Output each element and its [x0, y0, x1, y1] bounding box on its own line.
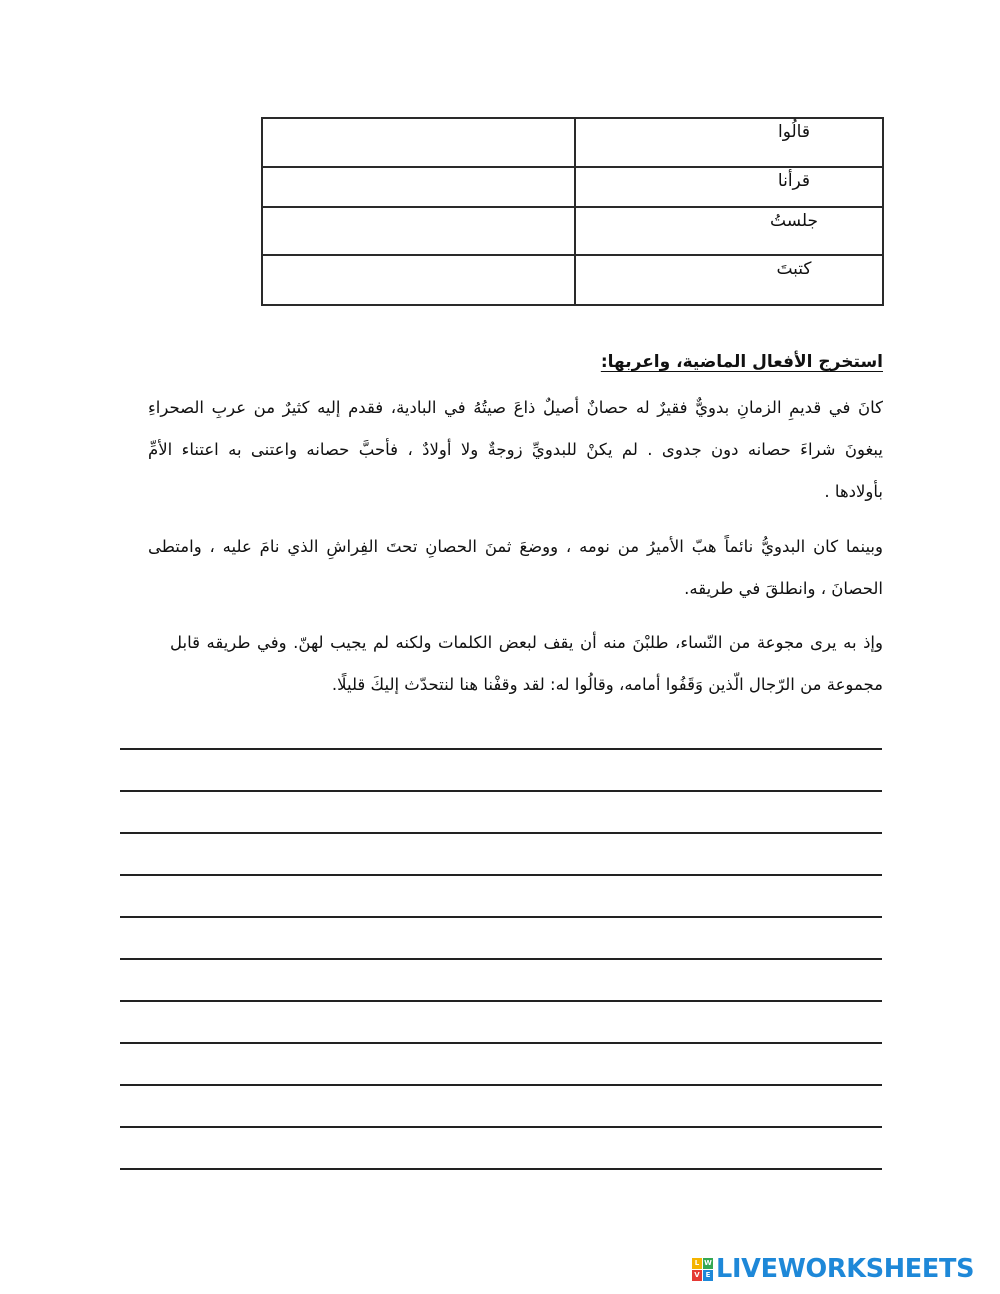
- answer-line[interactable]: [120, 1084, 882, 1086]
- answer-line[interactable]: [120, 1000, 882, 1002]
- answer-cell[interactable]: [262, 118, 575, 167]
- logo-tile: W: [704, 1258, 712, 1267]
- answer-line[interactable]: [120, 958, 882, 960]
- table-row: [262, 207, 883, 255]
- logo-tile: L: [692, 1258, 702, 1269]
- paragraph-line: وإذ به يرى مجوعة من النّساء، طلبْنَ منه أن يقف لبعض الكلمات ولكنه لم يجيب لهنّ. وفي طريقه قابل: [170, 633, 883, 652]
- story-paragraph-3: [170, 622, 883, 706]
- verb-cell: [575, 207, 883, 255]
- answer-cell[interactable]: [262, 255, 575, 305]
- liveworksheets-logo-icon: [692, 1258, 713, 1281]
- brand-name: LIVEWORKSHEETS: [716, 1254, 975, 1284]
- instruction-heading: استخرج الأفعال الماضية، واعربها:: [600, 352, 883, 372]
- answer-line[interactable]: [120, 1126, 882, 1128]
- verb-text: قرأنا: [777, 171, 811, 191]
- story-paragraph-1: [148, 387, 883, 513]
- answer-line[interactable]: [120, 790, 882, 792]
- logo-tile: V: [692, 1270, 702, 1281]
- answer-cell[interactable]: [262, 167, 575, 207]
- table-row: [262, 255, 883, 305]
- verb-text: جلستُ: [770, 211, 818, 231]
- story-paragraph-2: [148, 526, 883, 610]
- answer-line[interactable]: [120, 748, 882, 750]
- paragraph-line: بأولادها .: [824, 482, 883, 501]
- answer-line[interactable]: [120, 832, 882, 834]
- answer-line[interactable]: [120, 1042, 882, 1044]
- verb-cell: [575, 167, 883, 207]
- verb-text: كتبتَ: [776, 259, 812, 279]
- table-row: [262, 118, 883, 167]
- answer-cell[interactable]: [262, 207, 575, 255]
- answer-line[interactable]: [120, 916, 882, 918]
- table-row: [262, 167, 883, 207]
- verb-text: قالُوا: [778, 122, 810, 142]
- logo-tile: E: [703, 1270, 713, 1281]
- answer-line[interactable]: [120, 1168, 882, 1170]
- paragraph-line: الحصانَ ، وانطلقَ في طريقه.: [684, 579, 883, 598]
- paragraph-line: مجموعة من الرّجال الّذين وَقَفُوا أمامه، وقالُوا له: لقد وقفْنا هنا لنتحدّث إليكَ قليلًا.: [331, 675, 883, 694]
- verbs-table: [261, 117, 884, 306]
- liveworksheets-brand: [692, 1256, 974, 1282]
- verb-cell: [575, 118, 883, 167]
- paragraph-line: كانَ في قديمِ الزمانِ بدويٌّ فقيرٌ له حصانٌ أصيلٌ ذاعَ صيتُهُ في البادية، فقدم إليه كثيرٌ من عربِ الصحراءِ: [148, 398, 883, 417]
- answer-line[interactable]: [120, 874, 882, 876]
- paragraph-line: يبغونَ شراءَ حصانه دون جدوى . لم يكنْ للبدويِّ زوجةٌ ولا أولادٌ ، فأحبَّ حصانه واعتنى به اعتناء الأمِّ: [148, 440, 883, 459]
- verb-cell: [575, 255, 883, 305]
- answer-lines[interactable]: [120, 748, 882, 1210]
- paragraph-line: وبينما كان البدويُّ نائماً هبّ الأميرُ من نومه ، ووضعَ ثمنَ الحصانِ تحتَ الفِراشِ الذي نامَ عليه ، وامتطى: [148, 537, 883, 556]
